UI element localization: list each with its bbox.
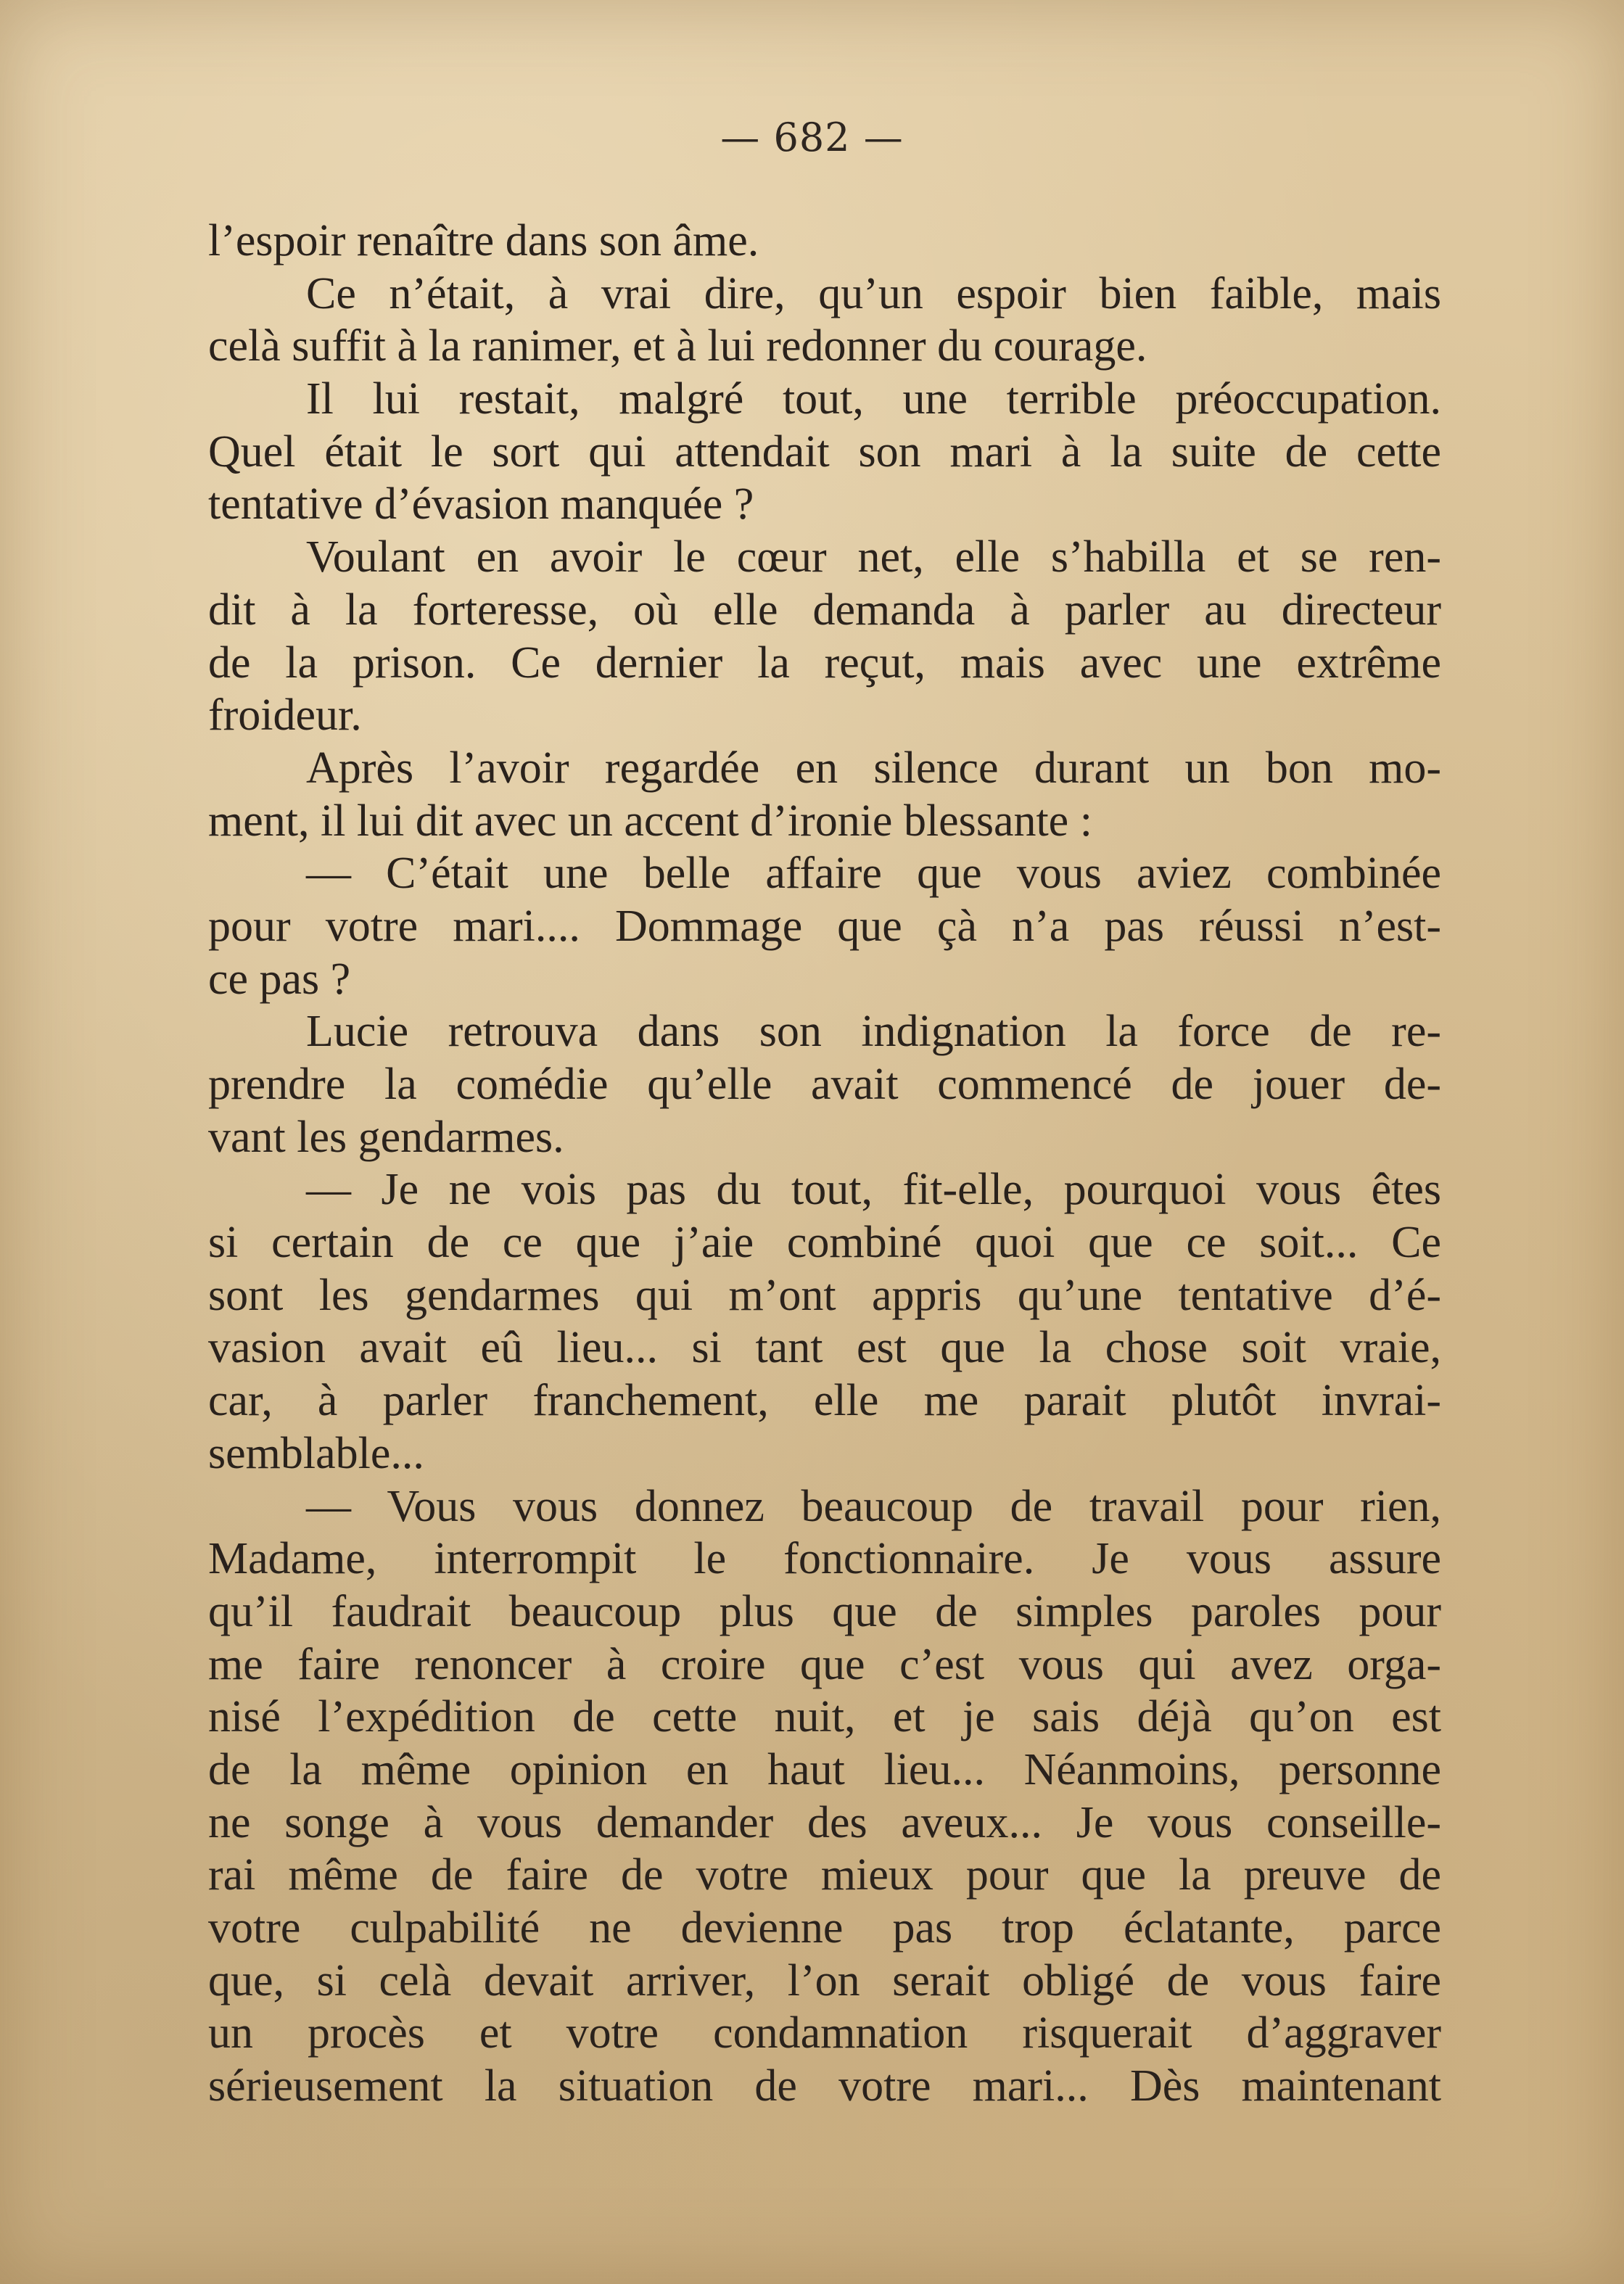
text-line: vasion avait eû lieu... si tant est que la chose soit vraie, [208,1323,1441,1373]
text-line: prendre la comédie qu’elle avait commencé de jouer de- [208,1060,1441,1109]
text-line: de la prison. Ce dernier la reçut, mais avec une extrême [208,638,1441,688]
text-line: qu’il faudrait beaucoup plus que de simples paroles pour [208,1586,1441,1636]
text-line: Il lui restait, malgré tout, une terrible préoccupation. [306,374,1441,424]
text-line: ment, il lui dit avec un accent d’ironie blessante : [208,796,1092,846]
text-line: un procès et votre condamnation risquerait d’aggraver [208,2008,1441,2058]
text-line: ce pas ? [208,954,351,1004]
text-line: Voulant en avoir le cœur net, elle s’habilla et se ren- [306,532,1441,582]
text-line: semblable... [208,1428,424,1478]
text-line: rai même de faire de votre mieux pour que la preuve de [208,1850,1441,1900]
text-line: Lucie retrouva dans son indignation la force de re- [306,1007,1441,1057]
text-line: nisé l’expédition de cette nuit, et je sais déjà qu’on est [208,1692,1441,1742]
text-line: dit à la forteresse, où elle demanda à parler au directeur [208,585,1441,635]
text-line: sont les gendarmes qui m’ont appris qu’une tentative d’é- [208,1270,1441,1320]
text-line: si certain de ce que j’aie combiné quoi que ce soit... Ce [208,1218,1441,1268]
text-line: votre culpabilité ne devienne pas trop éclatante, parce [208,1903,1441,1953]
text-line: Après l’avoir regardée en silence durant un bon mo- [306,743,1441,793]
text-line: pour votre mari.... Dommage que çà n’a pas réussi n’est- [208,901,1441,951]
text-line: Madame, interrompit le fonctionnaire. Je vous assure [208,1534,1441,1584]
text-line: l’espoir renaître dans son âme. [208,216,759,265]
body-text [208,215,1441,2113]
text-line: froideur. [208,690,362,741]
text-line: que, si celà devait arriver, l’on serait obligé de vous faire [208,1955,1441,2005]
text-line: — Vous vous donnez beaucoup de travail pour rien, [306,1481,1441,1531]
page-number: — 682 — [720,115,904,160]
text-line: tentative d’évasion manquée ? [208,479,754,529]
text-line: vant les gendarmes. [208,1112,564,1162]
text-line: Ce n’était, à vrai dire, qu’un espoir bien faible, mais [306,268,1441,318]
text-line: — C’était une belle affaire que vous aviez combinée [306,849,1441,899]
text-line: celà suffit à la ranimer, et à lui redonner du courage. [208,321,1147,371]
text-line: me faire renoncer à croire que c’est vous qui avez orga- [208,1639,1441,1689]
text-line: car, à parler franchement, elle me parait plutôt invrai- [208,1376,1441,1426]
text-line: sérieusement la situation de votre mari... Dès maintenant [208,2061,1441,2111]
text-line: — Je ne vois pas du tout, fit-elle, pourquoi vous êtes [306,1165,1441,1215]
text-line: ne songe à vous demander des aveux... Je vous conseille- [208,1797,1441,1847]
text-line: Quel était le sort qui attendait son mari à la suite de cette [208,426,1441,477]
text-line: de la même opinion en haut lieu... Néanmoins, personne [208,1744,1441,1794]
